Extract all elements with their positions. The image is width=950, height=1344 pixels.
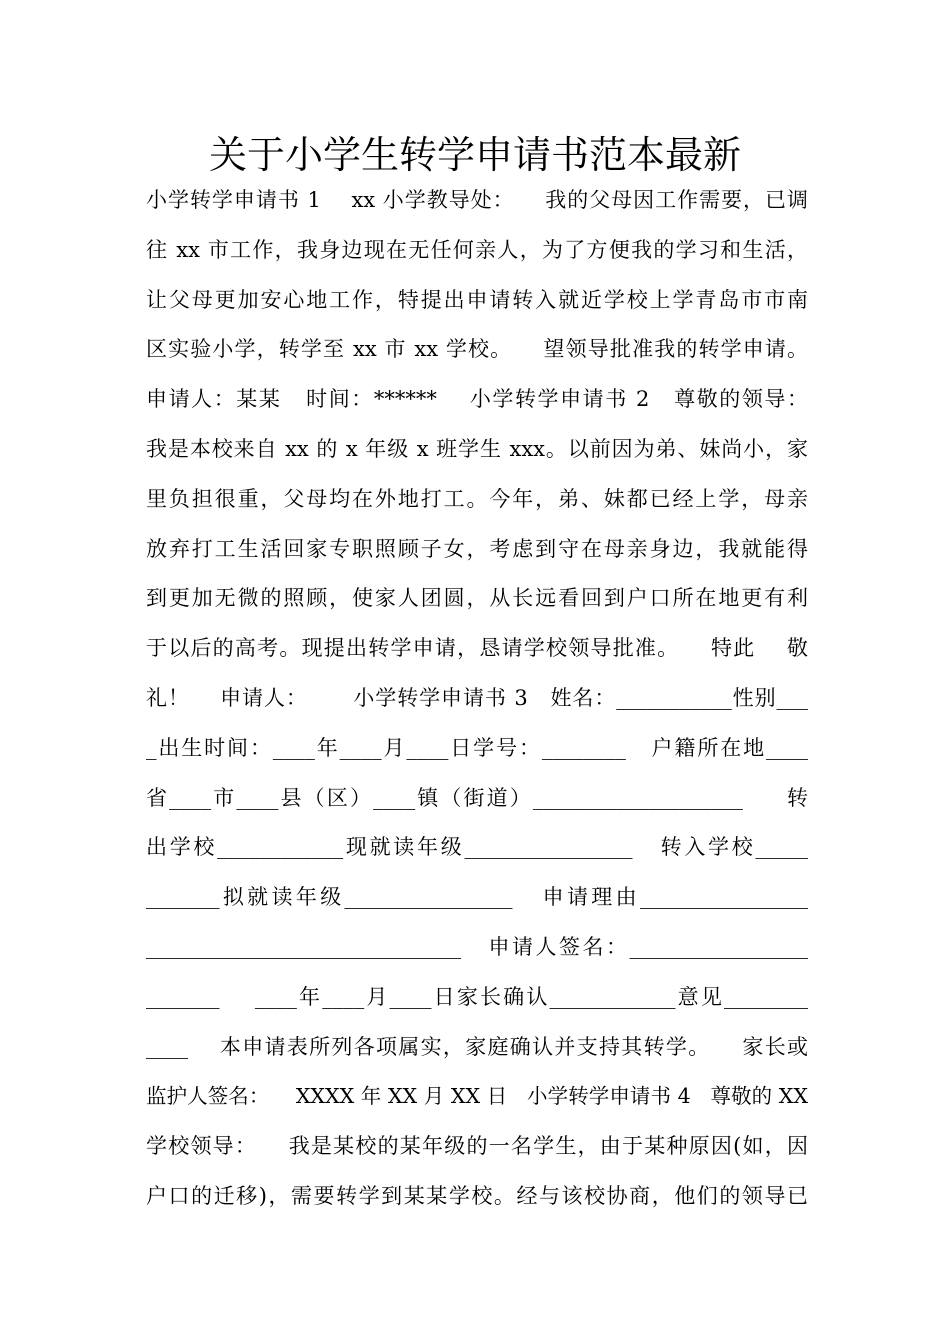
body-line: 学校领导： 我是某校的某年级的一名学生，由于某种原因(如，因 xyxy=(146,1134,808,1159)
body-line: ______________________________ 申请人签名：_________________ xyxy=(146,934,808,959)
document-body xyxy=(146,176,808,1222)
body-line: 省____市____县（区）____镇（街道）____________________ 转 xyxy=(146,785,808,810)
body-line: 出学校____________现就读年级________________ 转入学校_____ xyxy=(146,835,808,860)
body-line: _出生时间：____年____月____日学号：________ 户籍所在地____ xyxy=(146,735,808,760)
body-line: _______拟就读年级________________ 申请理由________________ xyxy=(146,885,808,910)
body-line: ____ 本申请表所列各项属实，家庭确认并支持其转学。 家长或 xyxy=(146,1034,808,1059)
body-line: 区实验小学，转学至 xx 市 xx 学校。 望领导批准我的转学申请。 xyxy=(146,337,808,362)
body-line: 我是本校来自 xx 的 x 年级 x 班学生 xxx。以前因为弟、妹尚小，家 xyxy=(146,436,808,461)
body-line: 户口的迁移)，需要转学到某某学校。经与该校协商，他们的领导已 xyxy=(146,1183,808,1208)
body-line: 到更加无微的照顾，使家人团圆，从长远看回到户口所在地更有利 xyxy=(146,586,808,611)
document-title: 关于小学生转学申请书范本最新 xyxy=(208,133,741,177)
body-line: 往 xx 市工作，我身边现在无任何亲人，为了方便我的学习和生活， xyxy=(146,237,808,262)
body-line: 让父母更加安心地工作，特提出申请转入就近学校上学青岛市市南 xyxy=(146,287,808,312)
body-line: 申请人：某某 时间：****** 小学转学申请书 2 尊敬的领导： xyxy=(146,387,808,412)
body-line: 于以后的高考。现提出转学申请，恳请学校领导批准。 特此 敬 xyxy=(146,636,808,661)
body-line: 礼！ 申请人： 小学转学申请书 3 姓名：___________性别___ xyxy=(146,685,808,710)
body-line: _______ ____年____月____日家长确认____________意见________ xyxy=(146,984,808,1009)
body-line: 里负担很重，父母均在外地打工。今年，弟、妹都已经上学，母亲 xyxy=(146,486,808,511)
body-line: 小学转学申请书 1 xx 小学教导处： 我的父母因工作需要，已调 xyxy=(146,188,808,212)
body-line: 监护人签名： XXXX 年 XX 月 XX 日 小学转学申请书 4 尊敬的 XX xyxy=(146,1084,808,1109)
body-line: 放弃打工生活回家专职照顾子女，考虑到守在母亲身边，我就能得 xyxy=(146,536,808,561)
